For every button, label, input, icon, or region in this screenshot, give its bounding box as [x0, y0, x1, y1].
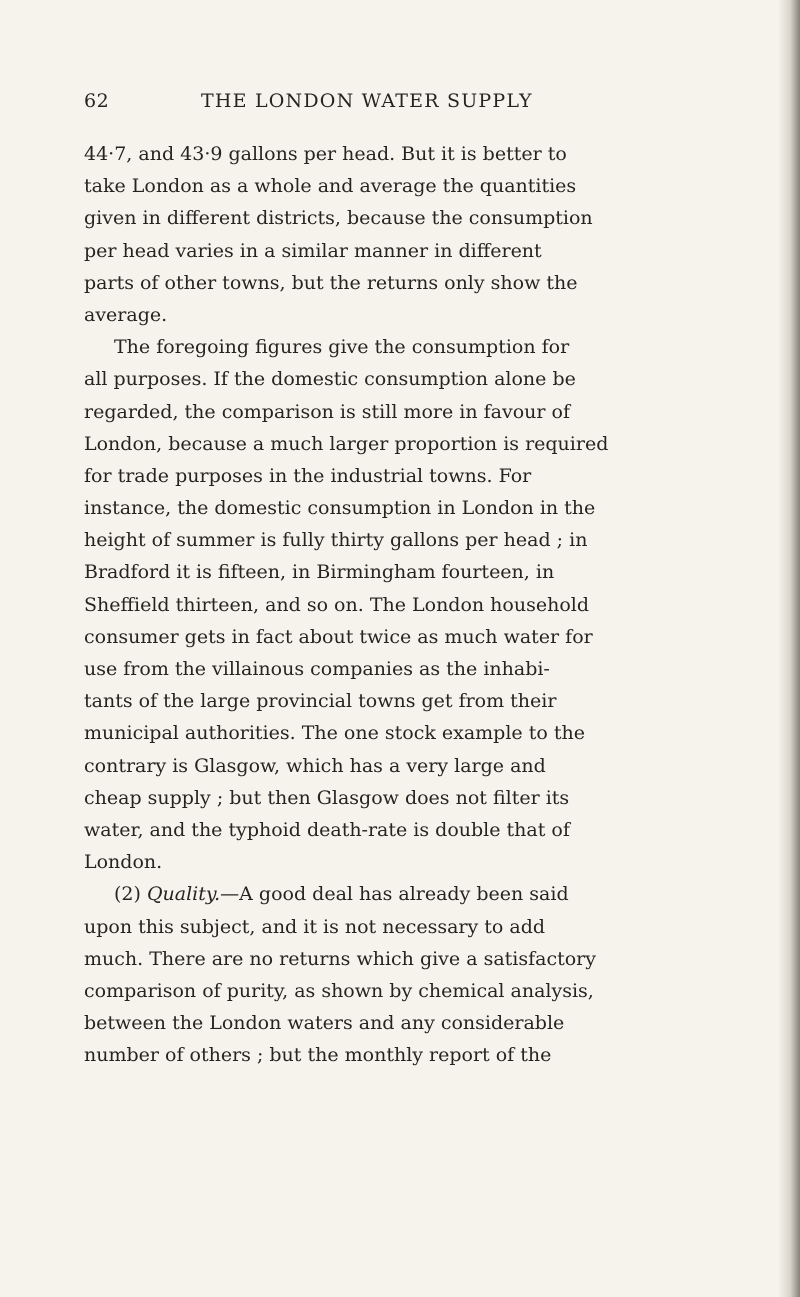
text-line: cheap supply ; but then Glasgow does not filter its [84, 786, 570, 809]
running-title: THE LONDON WATER SUPPLY [201, 90, 533, 112]
running-head [84, 90, 724, 120]
page-edge-shadow [778, 0, 800, 1297]
text-line: average. [84, 303, 168, 326]
text-line: London. [84, 851, 163, 874]
text-line: water, and the typhoid death-rate is double that of [84, 818, 570, 841]
page-number: 62 [84, 90, 110, 112]
text-line: take London as a whole and average the quantities [84, 175, 577, 198]
text-line: London, because a much larger proportion is required [84, 432, 609, 455]
text-line: Bradford it is fifteen, in Birmingham fourteen, in [84, 561, 555, 584]
quality-heading-line [84, 878, 734, 910]
text-line: all purposes. If the domestic consumption alone be [84, 368, 576, 391]
text-line: municipal authorities. The one stock example to the [84, 722, 585, 745]
text-line: contrary is Glasgow, which has a very large and [84, 754, 546, 777]
text-line: 44·7, and 43·9 gallons per head. But it is better to [84, 143, 567, 165]
text-line: height of summer is fully thirty gallons per head ; in [84, 529, 588, 552]
text-line: number of others ; but the monthly report of the [84, 1044, 552, 1067]
text-line: use from the villainous companies as the inhabi- [84, 658, 550, 680]
section-heading: Quality. [146, 883, 221, 906]
text-run: —A good deal has already been said [220, 883, 569, 906]
text-line: Sheffield thirteen, and so on. The London household [84, 593, 590, 616]
text-line: comparison of purity, as shown by chemical analysis, [84, 979, 594, 1002]
text-line: much. There are no returns which give a satisfactory [84, 947, 596, 970]
text-line: The foregoing figures give the consumption for [114, 336, 570, 359]
body-text [84, 138, 734, 1071]
text-line: parts of other towns, but the returns only show the [84, 271, 578, 294]
text-line: regarded, the comparison is still more in favour of [84, 400, 570, 423]
text-line: between the London waters and any considerable [84, 1012, 565, 1035]
text-line: given in different districts, because the consumption [84, 207, 593, 230]
text-line: instance, the domestic consumption in London in the [84, 497, 596, 520]
text-line: per head varies in a similar manner in different [84, 239, 542, 262]
text-line: consumer gets in fact about twice as much water for [84, 625, 593, 648]
text-line: tants of the large provincial towns get from their [84, 690, 557, 713]
text-line: upon this subject, and it is not necessary to add [84, 915, 546, 938]
section-number: (2) [114, 883, 141, 906]
text-line: for trade purposes in the industrial towns. For [84, 464, 532, 487]
